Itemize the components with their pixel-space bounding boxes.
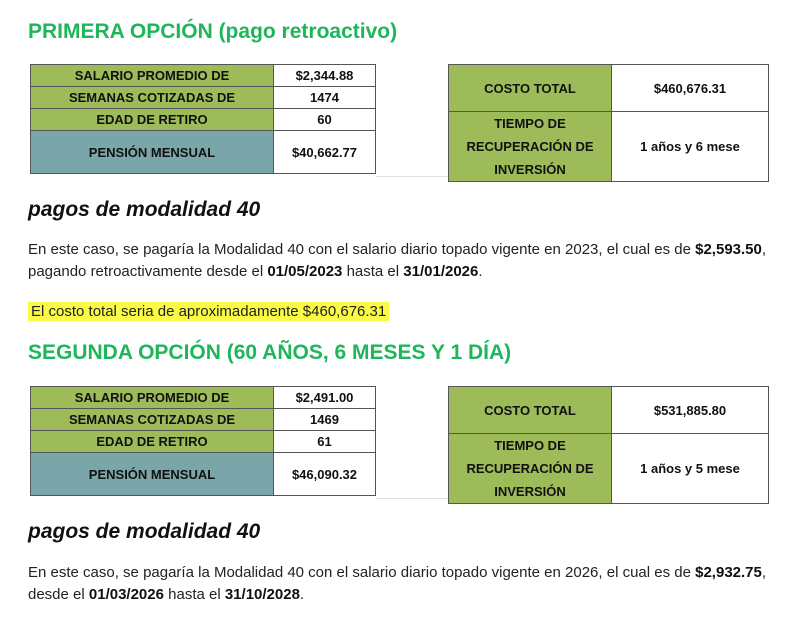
table-row [31, 431, 376, 453]
table-row [31, 109, 376, 131]
recovery-label [449, 112, 612, 182]
row-value: $2,344.88 [274, 65, 376, 87]
paragraph-text: hasta el [342, 263, 404, 280]
cost-value: $531,885.80 [612, 387, 769, 434]
table-row [449, 387, 769, 434]
recovery-label-line: RECUPERACIÓN DE [466, 461, 594, 476]
recovery-label-line: TIEMPO DE [494, 438, 566, 453]
table-row [31, 65, 376, 87]
recovery-label-line: TIEMPO DE [494, 116, 566, 131]
table-row [31, 387, 376, 409]
row-value: $46,090.32 [274, 453, 376, 496]
end-date: 31/10/2028 [224, 586, 300, 603]
start-date: 01/03/2026 [88, 586, 164, 603]
row-label: PENSIÓN MENSUAL [31, 131, 274, 174]
recovery-label-line: RECUPERACIÓN DE [466, 139, 594, 154]
salary-value: $2,593.50 [695, 241, 762, 258]
section1-cost-table [448, 64, 769, 182]
section2-cost-table [448, 386, 769, 504]
row-value: $2,491.00 [274, 387, 376, 409]
row-value: $40,662.77 [274, 131, 376, 174]
row-label: SALARIO PROMEDIO DE [31, 387, 274, 409]
recovery-label-line: INVERSIÓN [494, 484, 566, 499]
paragraph-text: , pagando retroactivamente desde el [28, 241, 767, 280]
salary-value: $2,932.75 [695, 564, 762, 581]
paragraph-text: En este caso, se pagaría la Modalidad 40 con el salario diario topado vigente en 2026, el cual es de [28, 564, 696, 581]
end-date: 31/01/2026 [403, 263, 479, 280]
row-label: PENSIÓN MENSUAL [31, 453, 274, 496]
cost-label: COSTO TOTAL [449, 387, 612, 434]
section1-highlight-line [28, 301, 768, 323]
section2-subheading: pagos de modalidad 40 [28, 520, 261, 543]
section2-heading: SEGUNDA OPCIÓN (60 AÑOS, 6 MESES Y 1 DÍA) [28, 341, 512, 364]
table-row [449, 434, 769, 504]
row-label: EDAD DE RETIRO [31, 431, 274, 453]
recovery-value: 1 años y 5 mese [612, 434, 769, 504]
table-row [31, 131, 376, 174]
recovery-value: 1 años y 6 mese [612, 112, 769, 182]
paragraph-text: , desde el [28, 564, 767, 603]
section2-paragraph [28, 562, 768, 606]
section1-summary-table [30, 64, 376, 174]
section2-summary-table [30, 386, 376, 496]
row-value: 1469 [274, 409, 376, 431]
table-row [31, 87, 376, 109]
row-value: 60 [274, 109, 376, 131]
table-row [449, 112, 769, 182]
row-label: SALARIO PROMEDIO DE [31, 65, 274, 87]
table-row [449, 65, 769, 112]
paragraph-text: hasta el [163, 586, 225, 603]
recovery-label [449, 434, 612, 504]
start-date: 01/05/2023 [267, 263, 343, 280]
table-gap-divider [376, 176, 448, 177]
cost-label: COSTO TOTAL [449, 65, 612, 112]
paragraph-text: . [299, 586, 305, 603]
row-value: 61 [274, 431, 376, 453]
paragraph-text: En este caso, se pagaría la Modalidad 40 con el salario diario topado vigente en 2023, el cual es de [28, 241, 696, 258]
recovery-label-line: INVERSIÓN [494, 162, 566, 177]
row-value: 1474 [274, 87, 376, 109]
table-row [31, 409, 376, 431]
section1-heading: PRIMERA OPCIÓN (pago retroactivo) [28, 20, 398, 43]
row-label: SEMANAS COTIZADAS DE [31, 409, 274, 431]
table-row [31, 453, 376, 496]
section1-paragraph [28, 239, 768, 283]
cost-value: $460,676.31 [612, 65, 769, 112]
table-gap-divider [376, 498, 448, 499]
highlighted-total: El costo total seria de aproximadamente $460,676.31 [28, 302, 389, 321]
paragraph-text: . [478, 263, 483, 280]
section1-subheading: pagos de modalidad 40 [28, 198, 261, 221]
row-label: SEMANAS COTIZADAS DE [31, 87, 274, 109]
row-label: EDAD DE RETIRO [31, 109, 274, 131]
